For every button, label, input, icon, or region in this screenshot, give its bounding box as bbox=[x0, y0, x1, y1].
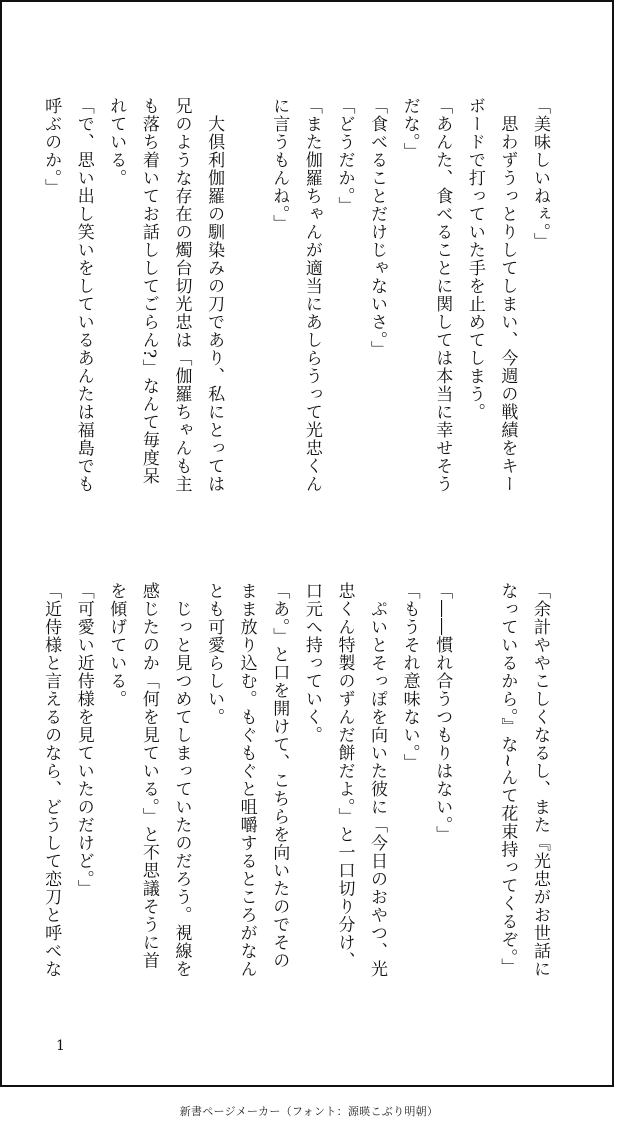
text-line: ボードで打っていた手を止めてしまう。 bbox=[464, 97, 485, 421]
text-line: 「美味しいねぇ。」 bbox=[530, 97, 550, 251]
text-line: 兄のような存在の燭台切光忠は「伽羅ちゃんも主 bbox=[171, 97, 192, 493]
text-line: だな。」 bbox=[399, 97, 420, 161]
text-line: 呼ぶのか。」 bbox=[41, 97, 62, 197]
footer-credit: 新書ページメーカー（フォント：源暎こぶり明朝） bbox=[179, 1105, 439, 1118]
text-line: 大倶利伽羅の馴染みの刀であり、私にとっては bbox=[204, 97, 225, 493]
text-line: 「で、思い出し笑いをしているあんたは福島でも bbox=[73, 97, 94, 493]
text-line: 「もうそれ意味ない。」 bbox=[399, 582, 420, 772]
text-line: 「食べることだけじゃないさ。」 bbox=[367, 97, 388, 359]
text-line bbox=[230, 97, 263, 537]
text-line: 「余計ややこしくなるし、また『光忠がお世話に bbox=[530, 582, 550, 978]
text-line: 忠くん特製のずんだ餅だよ。」と一口切り分け、 bbox=[334, 582, 355, 970]
text-line: 「あ。」と口を開けて、こちらを向いたのでその bbox=[269, 582, 290, 970]
text-line: も落ち着いてお話ししてごらん?」なんて毎度呆 bbox=[138, 97, 159, 486]
text-line: 「また伽羅ちゃんが適当にあしらうって光忠くん bbox=[301, 97, 322, 493]
text-line: 「あんた、食べることに関しては本当に幸せそう bbox=[432, 97, 453, 493]
text-line: とも可愛らしい。 bbox=[204, 582, 225, 726]
text-line: ぷいとそっぽを向いた彼に「今日のおやつ、光 bbox=[367, 582, 388, 978]
text-line: 感じたのか「何を見ている。」と不思議そうに首 bbox=[138, 582, 159, 970]
text-line: 「可愛い近侍様を見ていたのだけど。」 bbox=[73, 582, 94, 898]
text-line bbox=[458, 582, 491, 1022]
text-line: まま放り込む。もぐもぐと咀嚼するところがなん bbox=[236, 582, 257, 978]
text-line: を傾げている。 bbox=[106, 582, 127, 708]
text-line: 「どうだか。」 bbox=[334, 97, 355, 215]
page-number: 1 bbox=[56, 1038, 65, 1054]
text-line: 「近侍様と言えるのなら、どうして恋刀と呼べな bbox=[41, 582, 62, 978]
text-line: 思わずうっとりしてしまい、今週の戦績をキー bbox=[497, 97, 518, 493]
text-line: なっているから。』な~んて花束持ってくるぞ。」 bbox=[497, 582, 518, 977]
text-line: れている。 bbox=[106, 97, 127, 187]
text-line: じっと見つめてしまっていたのだろう。視線を bbox=[171, 582, 192, 978]
top-text-block bbox=[35, 97, 557, 537]
bottom-text-block bbox=[35, 582, 557, 1022]
text-line: 口元へ持っていく。 bbox=[301, 582, 322, 744]
text-line: に言うもんね。」 bbox=[269, 97, 290, 233]
text-line: 「――慣れ合うつもりはない。」 bbox=[432, 582, 453, 844]
